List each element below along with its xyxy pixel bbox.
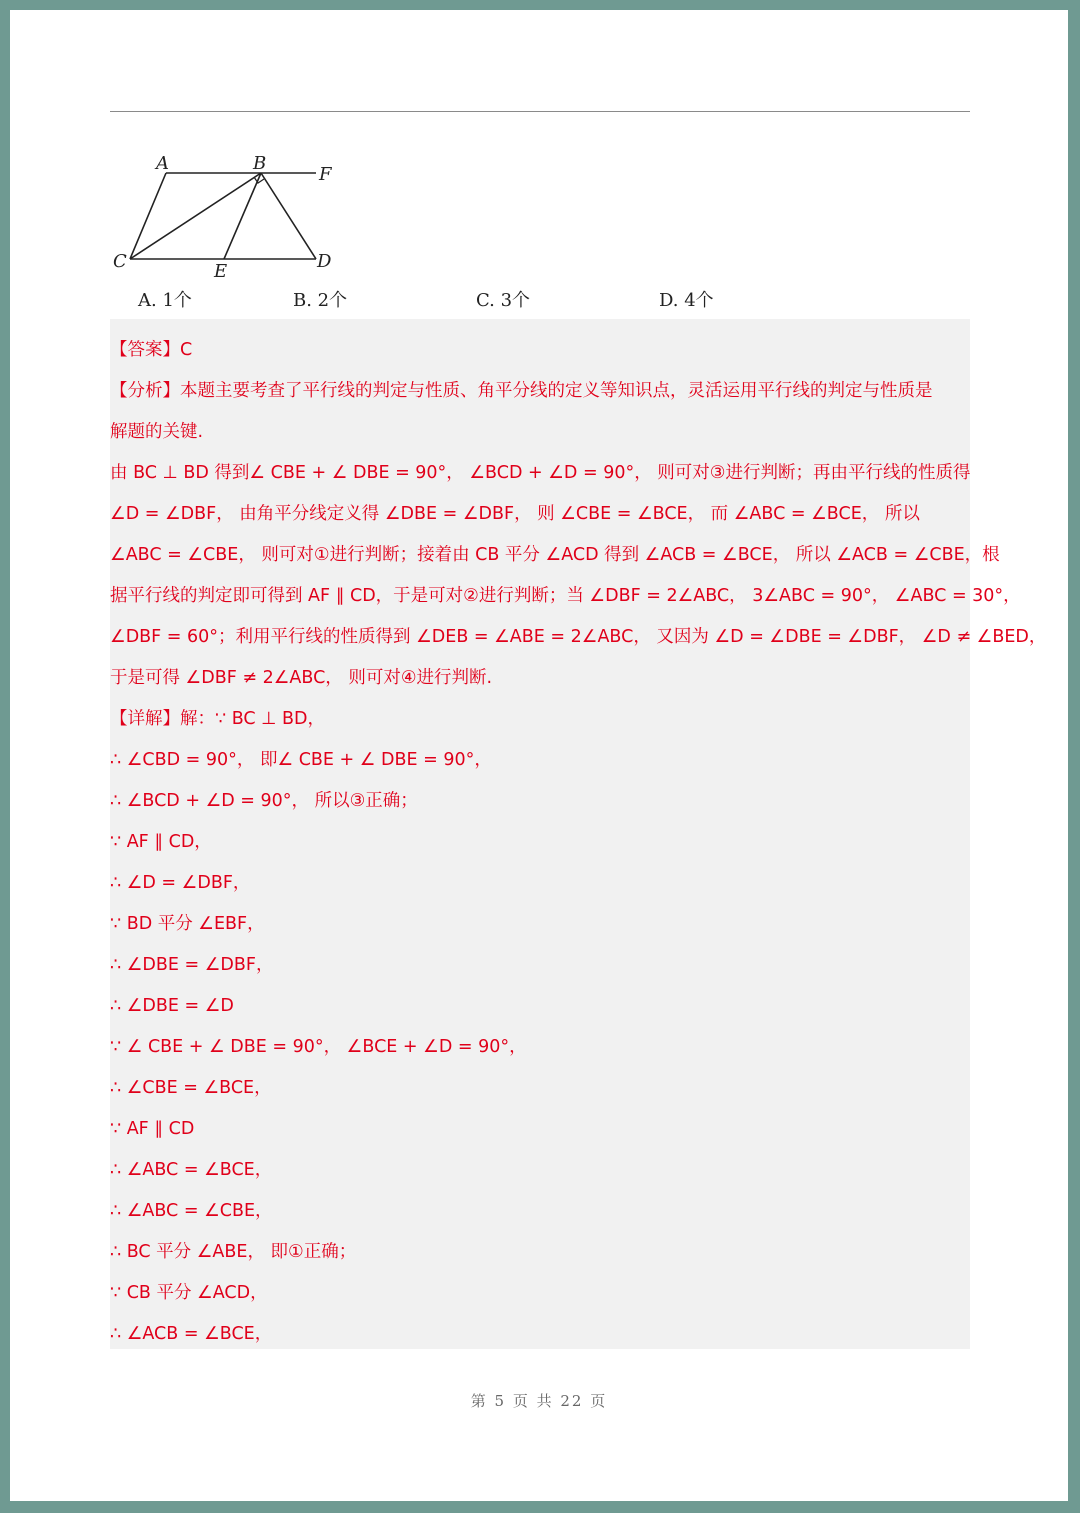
header-rule	[110, 111, 970, 112]
choice-a: A. 1个	[138, 290, 192, 311]
analysis-line: ∠D = ∠DBF， 由角平分线定义得 ∠DBE = ∠DBF， 则 ∠CBE = ∠BCE， 而 ∠ABC = ∠BCE， 所以	[110, 504, 920, 524]
answer-choices	[10, 286, 1068, 316]
answer-line: 【答案】C	[110, 340, 193, 360]
segment-BD	[261, 173, 316, 259]
geometry-figure	[106, 146, 346, 281]
detail-line: ∴ ∠ACB = ∠BCE，	[110, 1324, 273, 1344]
label-E: E	[214, 261, 228, 281]
solution-box	[110, 319, 1047, 1349]
segment-AC	[130, 173, 166, 259]
segment-BC	[130, 173, 261, 259]
analysis-line: 据平行线的判定即可得到 AF ∥ CD，于是可对②进行判断；当 ∠DBF = 2∠ABC， 3∠ABC = 90°， ∠ABC = 30°，	[110, 586, 1021, 606]
detail-line: ∴ ∠CBE = ∠BCE，	[110, 1078, 272, 1098]
label-A: A	[156, 153, 169, 174]
page-footer: 第 5 页 共 22 页	[470, 1392, 608, 1410]
detail-line: ∴ ∠D = ∠DBF，	[110, 873, 251, 893]
detail-line: ∴ ∠DBE = ∠D	[110, 996, 234, 1016]
analysis-line: ∠ABC = ∠CBE， 则可对①进行判断；接着由 CB 平分 ∠ACD 得到 ∠ACB = ∠BCE， 所以 ∠ACB = ∠CBE，根	[110, 545, 1000, 565]
detail-line: ∴ ∠ABC = ∠CBE，	[110, 1201, 273, 1221]
choice-c: C. 3个	[476, 290, 531, 311]
detail-line: ∴ ∠BCD + ∠D = 90°， 所以③正确；	[110, 791, 418, 811]
label-D: D	[317, 251, 332, 272]
detail-line: ∴ BC 平分 ∠ABE， 即①正确；	[110, 1242, 357, 1262]
analysis-line: 由 BC ⊥ BD 得到∠ CBE + ∠ DBE = 90°， ∠BCD + ∠D = 90°， 则可对③进行判断；再由平行线的性质得	[110, 463, 971, 483]
detail-line: ∴ ∠ABC = ∠BCE，	[110, 1160, 273, 1180]
detail-line: ∵ AF ∥ CD，	[110, 832, 212, 852]
detail-line: ∴ ∠DBE = ∠DBF，	[110, 955, 274, 975]
label-C: C	[113, 251, 127, 272]
choice-b: B. 2个	[293, 290, 348, 311]
choice-d: D. 4个	[659, 290, 714, 311]
detail-line: ∵ AF ∥ CD	[110, 1119, 195, 1139]
analysis-line: ∠DBF = 60°；利用平行线的性质得到 ∠DEB = ∠ABE = 2∠ABC， 又因为 ∠D = ∠DBE = ∠DBF， ∠D ≠ ∠BED，	[110, 627, 1047, 647]
detail-line: ∴ ∠CBD = 90°， 即∠ CBE + ∠ DBE = 90°，	[110, 750, 492, 770]
label-B: B	[253, 153, 267, 174]
detail-line: ∵ CB 平分 ∠ACD，	[110, 1283, 268, 1303]
detail-line: 【详解】解：∵ BC ⊥ BD，	[110, 709, 325, 729]
detail-line: ∵ ∠ CBE + ∠ DBE = 90°， ∠BCE + ∠D = 90°，	[110, 1037, 527, 1057]
document-page	[10, 10, 1068, 1501]
analysis-line: 于是可得 ∠DBF ≠ 2∠ABC， 则可对④进行判断.	[110, 668, 493, 688]
analysis-line: 【分析】本题主要考查了平行线的判定与性质、角平分线的定义等知识点，灵活运用平行线的判定与性质是	[110, 381, 933, 401]
label-F: F	[319, 164, 332, 185]
analysis-line: 解题的关键.	[110, 422, 204, 442]
detail-line: ∵ BD 平分 ∠EBF，	[110, 914, 265, 934]
